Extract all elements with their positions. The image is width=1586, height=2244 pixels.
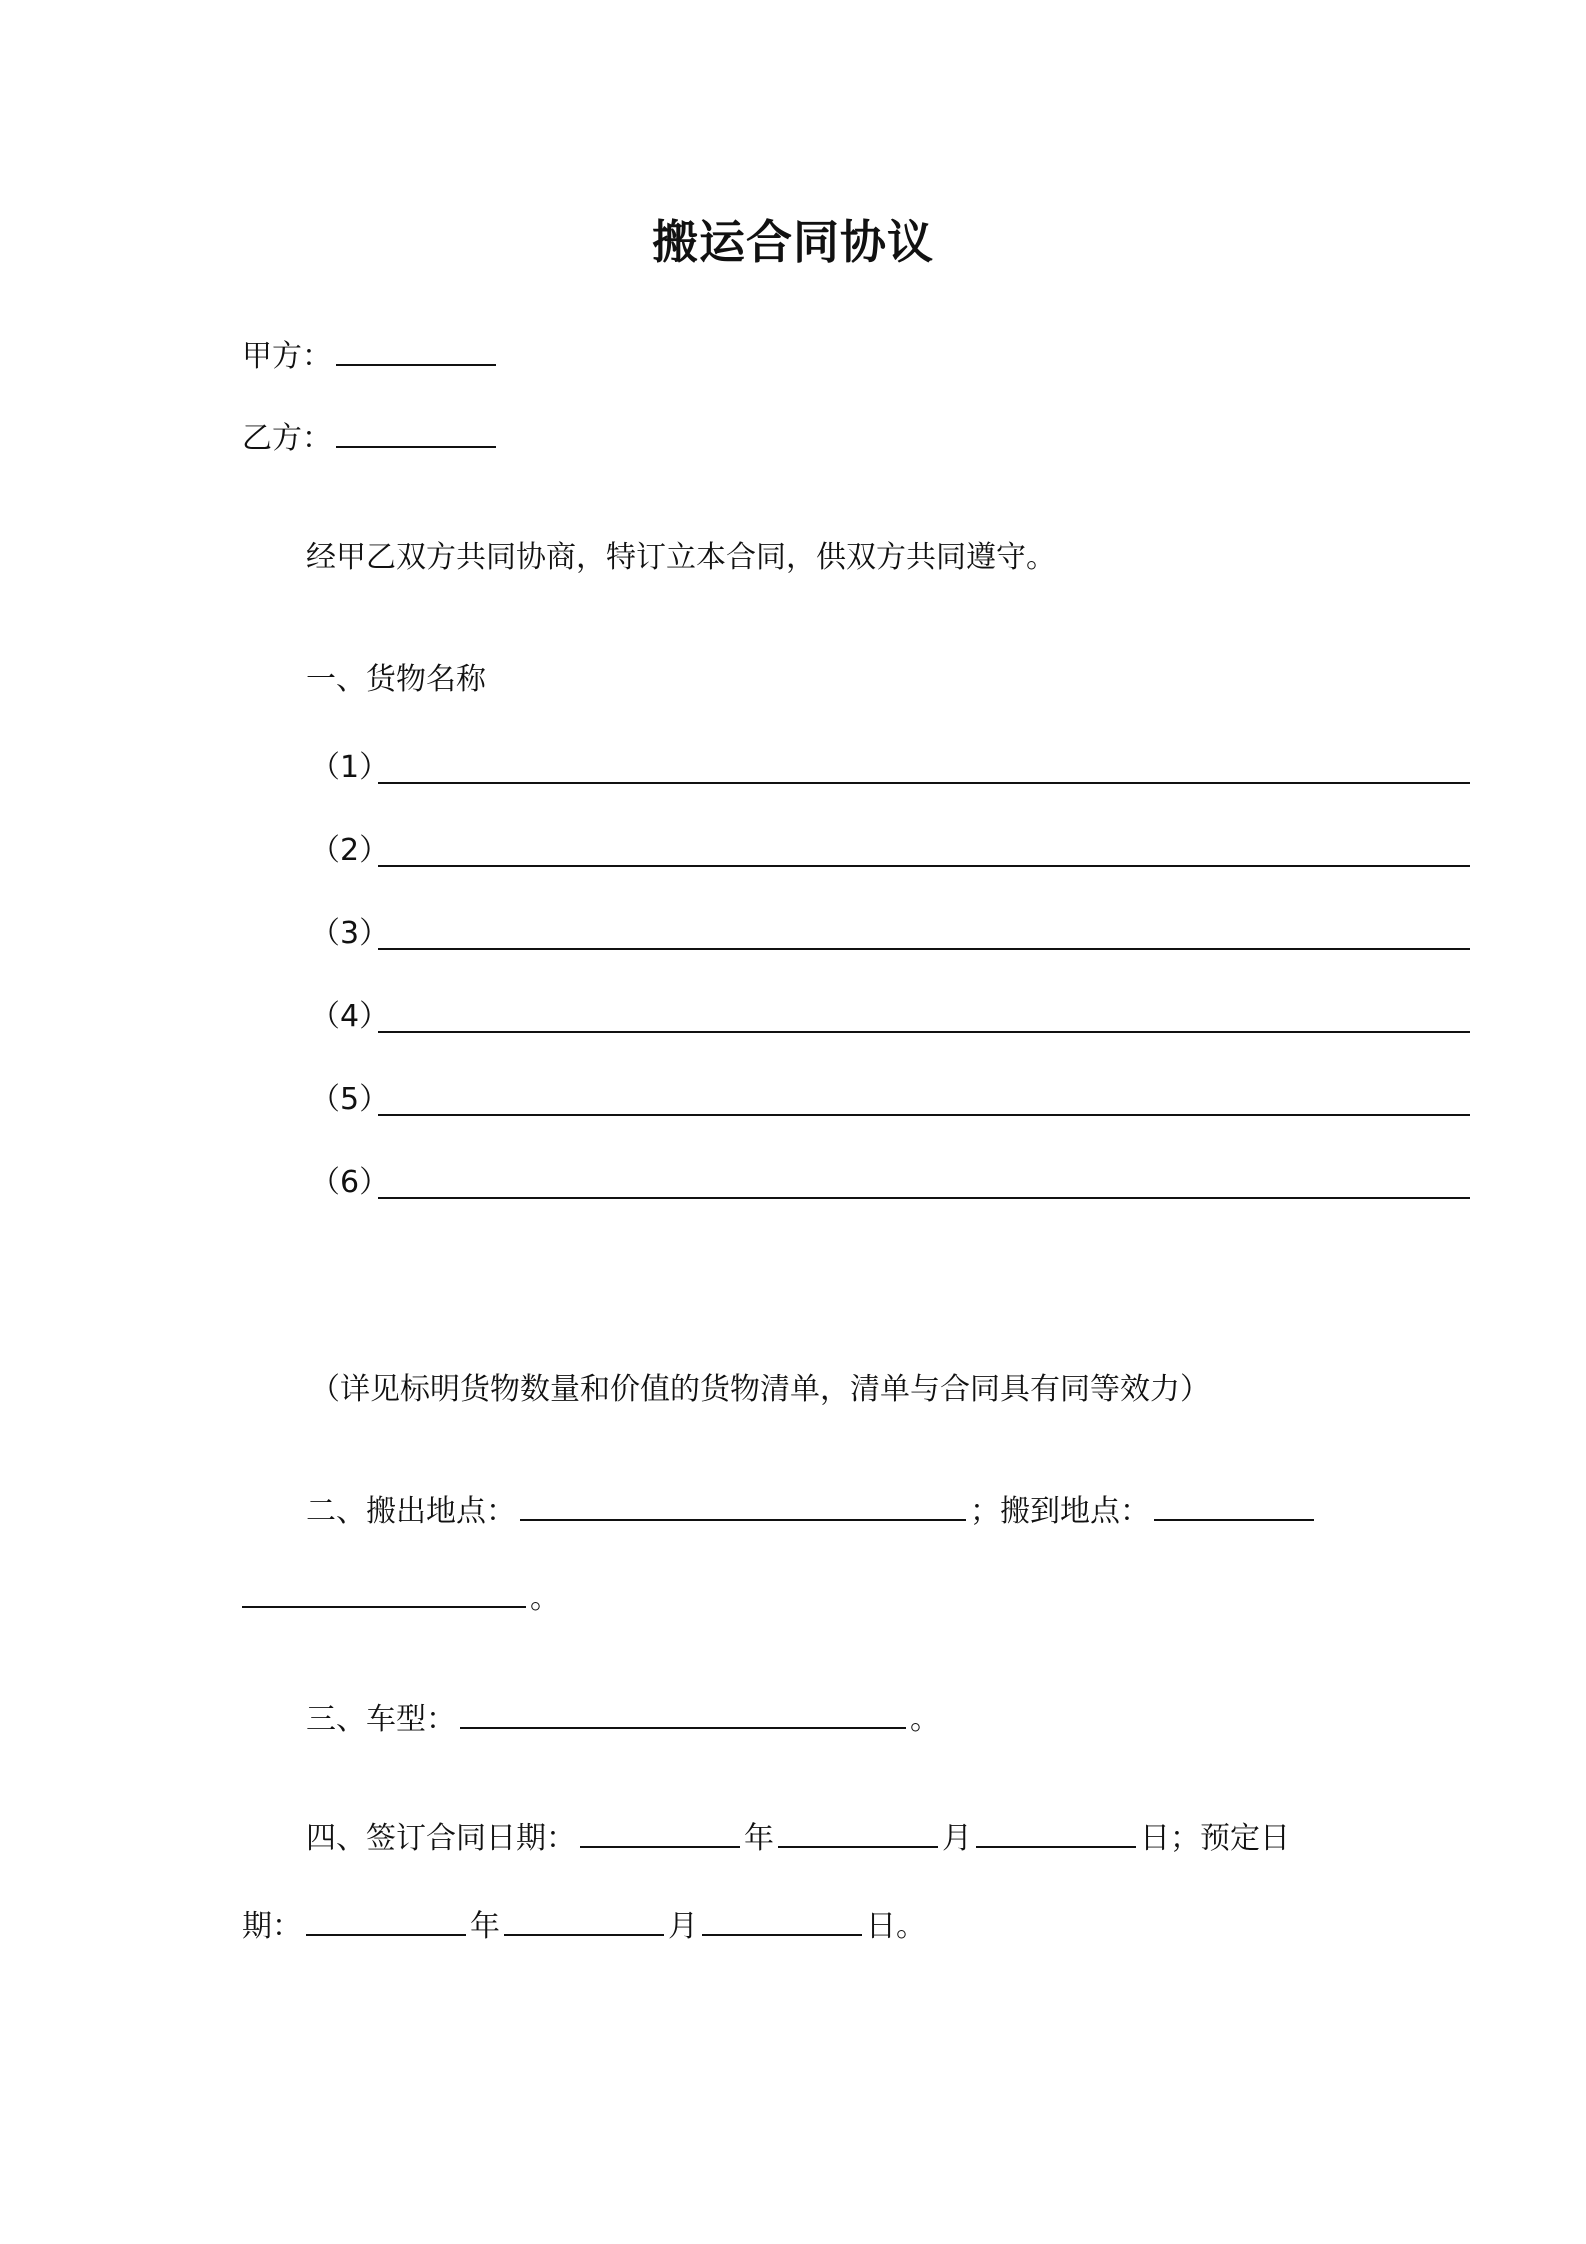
goods-item-number: （2）	[310, 833, 390, 868]
goods-item-blank[interactable]	[378, 1114, 1470, 1116]
move-to-blank-continued[interactable]	[242, 1576, 526, 1608]
goods-item	[310, 1078, 1470, 1122]
year-label: 年	[470, 1909, 500, 1944]
month-label: 月	[942, 1821, 972, 1856]
intro-paragraph: 经甲乙双方共同协商，特订立本合同，供双方共同遵守。	[306, 540, 1056, 575]
document-title: 搬运合同协议	[652, 215, 934, 269]
goods-item-number: （6）	[310, 1165, 390, 1200]
day-label: 日	[866, 1909, 896, 1944]
goods-item	[310, 995, 1470, 1039]
section4-separator: ；	[1170, 1821, 1200, 1856]
goods-item-number: （3）	[310, 916, 390, 951]
section2-separator: ；	[970, 1494, 1000, 1529]
sign-day-blank[interactable]	[976, 1816, 1136, 1848]
year-label: 年	[744, 1821, 774, 1856]
section4-end: 。	[896, 1909, 926, 1944]
sign-month-blank[interactable]	[778, 1816, 938, 1848]
goods-item-number: （5）	[310, 1082, 390, 1117]
goods-item-number: （4）	[310, 999, 390, 1034]
party-b-label: 乙方：	[242, 421, 332, 456]
section2-line	[306, 1489, 1318, 1534]
day-label: 日	[1140, 1821, 1170, 1856]
sign-year-blank[interactable]	[580, 1816, 740, 1848]
section3-line	[306, 1697, 940, 1742]
party-a-blank[interactable]	[336, 334, 496, 366]
goods-item-blank[interactable]	[378, 865, 1470, 867]
vehicle-type-blank[interactable]	[460, 1697, 906, 1729]
goods-item	[310, 1161, 1470, 1205]
goods-item	[310, 912, 1470, 956]
vehicle-type-label: 三、车型：	[306, 1702, 456, 1737]
goods-item	[310, 829, 1470, 873]
goods-item-blank[interactable]	[378, 948, 1470, 950]
party-b-blank[interactable]	[336, 416, 496, 448]
party-a-line	[242, 334, 500, 379]
section2-end: 。	[530, 1581, 560, 1616]
party-a-label: 甲方：	[242, 339, 332, 374]
due-year-blank[interactable]	[306, 1904, 466, 1936]
move-to-blank[interactable]	[1154, 1489, 1314, 1521]
goods-item-blank[interactable]	[378, 1031, 1470, 1033]
section4-line	[306, 1816, 1290, 1861]
goods-list-note: （详见标明货物数量和价值的货物清单，清单与合同具有同等效力）	[310, 1372, 1210, 1407]
move-from-blank[interactable]	[520, 1489, 966, 1521]
goods-item	[310, 746, 1470, 790]
due-day-blank[interactable]	[702, 1904, 862, 1936]
due-month-blank[interactable]	[504, 1904, 664, 1936]
goods-item-number: （1）	[310, 750, 390, 785]
goods-item-blank[interactable]	[378, 782, 1470, 784]
section3-end: 。	[910, 1702, 940, 1737]
move-from-label: 二、搬出地点：	[306, 1494, 516, 1529]
due-date-label-part2: 期：	[242, 1909, 302, 1944]
goods-item-blank[interactable]	[378, 1197, 1470, 1199]
month-label: 月	[668, 1909, 698, 1944]
move-to-label: 搬到地点：	[1000, 1494, 1150, 1529]
section4-continuation	[242, 1904, 926, 1949]
section1-heading: 一、货物名称	[306, 662, 486, 697]
due-date-label-part1: 预定日	[1200, 1821, 1290, 1856]
section2-continuation	[242, 1576, 560, 1621]
sign-date-label: 四、签订合同日期：	[306, 1821, 576, 1856]
party-b-line	[242, 416, 500, 461]
